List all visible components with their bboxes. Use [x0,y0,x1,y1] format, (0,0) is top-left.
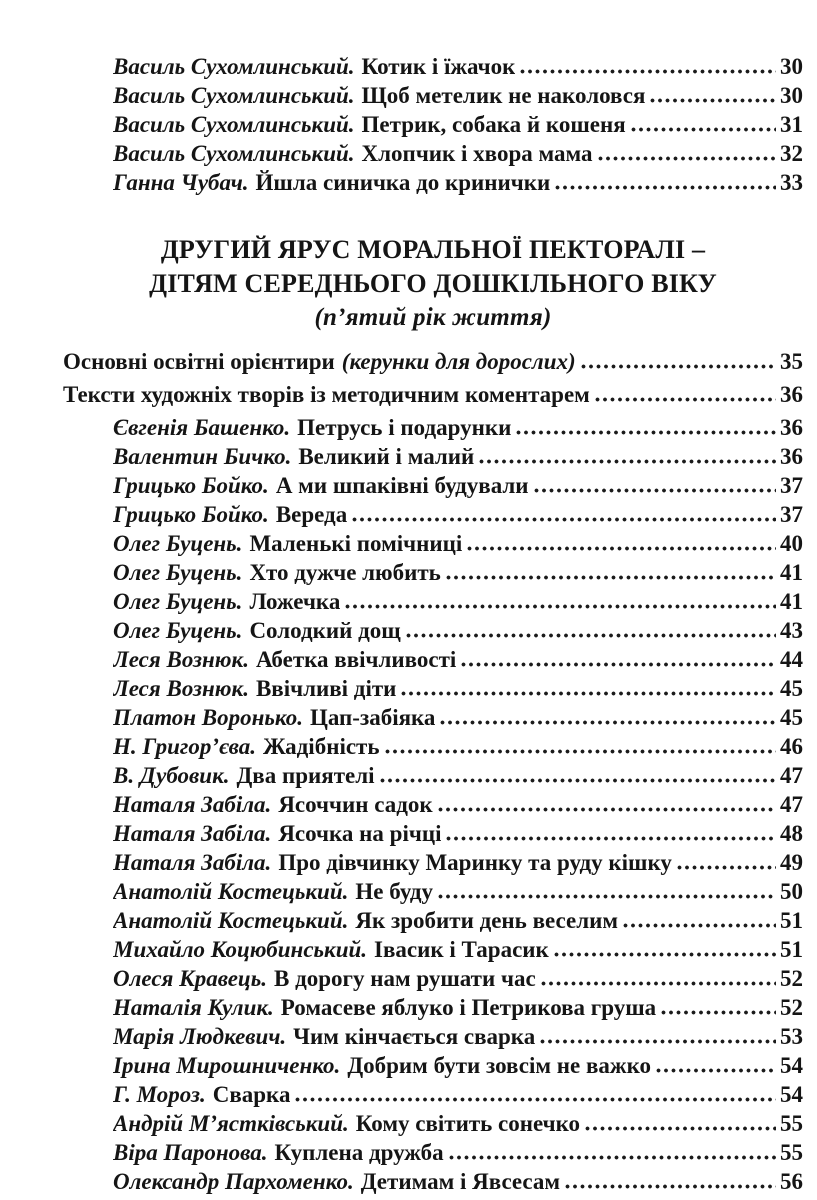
toc-entry-author: Платон Воронько. [113,705,303,730]
toc-entry-text [113,674,396,703]
toc-entry [63,558,803,587]
section-heading-line-1: ДРУГИЙ ЯРУС МОРАЛЬНОЇ ПЕКТОРАЛІ – [160,235,706,264]
toc-entry-page-number: 51 [780,937,803,962]
toc-entry-page-number: 44 [780,647,803,672]
toc-entry-title: Цап-забіяка [309,705,436,730]
toc-entry-author: Наталія Кулик. [113,995,274,1020]
toc-entry-title: Петрусь і подарунки [297,415,512,440]
toc-entry-title: Ясоччин садок [278,792,433,817]
toc-entry-text [113,848,672,877]
dot-leader [461,662,776,667]
toc-main-list [63,347,803,1196]
dot-leader [380,778,776,783]
toc-entry [63,500,803,529]
toc-entry [63,1138,803,1167]
toc-entry-text [113,790,433,819]
toc-entry-page-number: 47 [780,792,803,817]
toc-top-list [63,52,803,197]
toc-entry [63,877,803,906]
toc-entry-page-number: 48 [780,821,803,846]
toc-entry-title: В дорогу нам рушати час [273,966,536,991]
toc-entry [63,529,803,558]
toc-entry-author: Грицько Бойко. [113,473,269,498]
dot-leader [623,923,776,928]
toc-entry-page-number: 31 [780,112,803,137]
dot-leader [581,364,776,369]
toc-entry-author: Наталя Забіла. [113,821,272,846]
toc-entry-text [113,703,435,732]
dot-leader [555,185,776,190]
dot-leader [467,546,776,551]
toc-entry [63,380,803,409]
toc-entry-title: Жадібність [263,734,380,759]
toc-entry [63,110,803,139]
toc-entry-text [113,529,462,558]
toc-entry-page-number: 55 [780,1111,803,1136]
toc-entry-page-number: 41 [780,589,803,614]
toc-entry-text [113,81,645,110]
toc-entry-author: Олег Буцень. [113,589,243,614]
toc-entry-text [113,1138,444,1167]
toc-entry-text [113,877,433,906]
toc-entry-author: Василь Сухомлинський. [113,112,355,137]
toc-entry-page-number: 51 [780,908,803,933]
toc-entry-author: В. Дубовик. [113,763,230,788]
toc-entry-author: Леся Вознюк. [113,676,249,701]
toc-entry-text [113,906,618,935]
toc-entry [63,616,803,645]
toc-entry [63,645,803,674]
toc-entry [63,819,803,848]
dot-leader [534,488,776,493]
toc-entry [63,1080,803,1109]
toc-entry-title: Вереда [275,502,348,527]
toc-entry-title: Куплена дружба [274,1140,444,1165]
dot-leader [540,1039,776,1044]
toc-entry-page-number: 50 [780,879,803,904]
toc-entry-author: Ганна Чубач. [113,170,249,195]
toc-entry-page-number: 37 [780,473,803,498]
dot-leader [295,1097,776,1102]
toc-entry [63,790,803,819]
toc-entry-title: Ложечка [249,589,341,614]
dot-leader [595,397,776,402]
toc-entry-text [113,52,515,81]
dot-leader [479,459,776,464]
dot-leader [565,1184,776,1189]
toc-entry-text [113,1109,580,1138]
dot-leader [656,1068,776,1073]
toc-entry-title: Маленькі помічниці [249,531,463,556]
toc-entry-title: Чим кінчається сварка [293,1024,536,1049]
toc-entry [63,442,803,471]
toc-entry-author: Анатолій Костецький. [113,879,349,904]
toc-entry-text [113,471,529,500]
toc-entry [63,703,803,732]
toc-entry-author: Ірина Мирошниченко. [113,1053,341,1078]
toc-entry [63,81,803,110]
toc-entry-page-number: 32 [780,141,803,166]
toc-entry-page-number: 37 [780,502,803,527]
toc-entry [63,1109,803,1138]
toc-entry-page-number: 41 [780,560,803,585]
toc-entry-text [113,168,550,197]
toc-entry-author: Г. Мороз. [113,1082,206,1107]
toc-entry-title: Основні освітні орієнтири [63,349,335,374]
toc-entry-title: Ромасеве яблуко і Петрикова груша [280,995,657,1020]
toc-entry-text [113,935,549,964]
toc-entry-title: Добрим бути зовсім не важко [347,1053,652,1078]
dot-leader [446,575,776,580]
toc-entry [63,139,803,168]
toc-entry [63,935,803,964]
dot-leader [401,691,776,696]
toc-entry-text [113,413,511,442]
toc-entry-page-number: 56 [780,1169,803,1194]
toc-entry-author: Олег Буцень. [113,531,243,556]
toc-entry [63,347,803,376]
toc-entry-author: Н. Григор’єва. [113,734,256,759]
dot-leader [650,98,776,103]
toc-entry-page-number: 45 [780,676,803,701]
toc-entry-text [113,139,593,168]
toc-entry-author: Наталя Забіла. [113,850,272,875]
toc-entry-title: Тексти художніх творів із методичним коментарем [63,382,590,407]
dot-leader [585,1126,776,1131]
toc-entry [63,1022,803,1051]
toc-entry [63,761,803,790]
dot-leader [352,517,776,522]
toc-entry-text [113,1080,290,1109]
toc-entry-page-number: 54 [780,1053,803,1078]
toc-entry-page-number: 30 [780,83,803,108]
toc-entry-text [113,1022,535,1051]
dot-leader [406,633,776,638]
dot-leader [440,720,776,725]
toc-entry-page-number: 52 [780,966,803,991]
toc-entry-author: Олеся Кравець. [113,966,267,991]
toc-entry-page-number: 43 [780,618,803,643]
toc-entry-text [113,616,401,645]
toc-entry-title: Щоб метелик не наколовся [361,83,646,108]
toc-entry-page-number: 35 [780,349,803,374]
toc-entry-title: Хлопчик і хвора мама [361,141,593,166]
toc-entry-title: Хто дужче любить [249,560,441,585]
dot-leader [661,1010,776,1015]
toc-entry-author: Євгенія Башенко. [113,415,291,440]
toc-entry-page-number: 30 [780,54,803,79]
toc-entry-text [113,500,347,529]
toc-entry-author: Василь Сухомлинський. [113,54,355,79]
dot-leader [446,836,776,841]
dot-leader [520,69,776,74]
toc-entry-text [113,761,375,790]
toc-entry-author: Михайло Коцюбинський. [113,937,368,962]
toc-entry-text [113,732,380,761]
toc-entry-page-number: 36 [780,382,803,407]
dot-leader [438,894,776,899]
toc-entry [63,168,803,197]
toc-entry-text [113,993,656,1022]
toc-entry-author: Віра Паронова. [113,1140,268,1165]
toc-entry [63,674,803,703]
toc-entry [63,993,803,1022]
toc-entry-text [113,645,456,674]
toc-entry-text [113,1051,651,1080]
dot-leader [385,749,776,754]
toc-entry [63,587,803,616]
toc-entry-author: Олег Буцень. [113,618,243,643]
dot-leader [438,807,776,812]
toc-entry-title: Петрик, собака й кошеня [361,112,626,137]
toc-entry-title: Сварка [212,1082,291,1107]
toc-entry-page-number: 49 [780,850,803,875]
toc-entry-author: Василь Сухомлинський. [113,83,355,108]
toc-entry-page-number: 33 [780,170,803,195]
toc-entry-title: Ввічливі діти [255,676,397,701]
section-heading-line-3: (п’ятий рік життя) [314,304,552,331]
toc-entry [63,732,803,761]
toc-entry-text [113,558,441,587]
toc-entry-text [63,380,590,409]
toc-entry [63,906,803,935]
toc-entry [63,52,803,81]
toc-entry-title: Два приятелі [236,763,375,788]
toc-entry-text [113,964,536,993]
toc-entry [63,848,803,877]
section-heading [63,233,803,335]
toc-entry-author: Олександр Пархоменко. [113,1169,354,1194]
toc-entry-title: Не буду [355,879,434,904]
toc-entry-page-number: 53 [780,1024,803,1049]
toc-entry-author: Василь Сухомлинський. [113,141,355,166]
toc-entry-author: Олег Буцень. [113,560,243,585]
toc-entry-page-number: 55 [780,1140,803,1165]
toc-entry-author: Валентин Бичко. [113,444,292,469]
dot-leader [345,604,776,609]
toc-entry-author: Андрій М’ястківський. [113,1111,349,1136]
toc-entry-text [113,587,340,616]
toc-entry-italic-note: (керунки для дорослих) [341,349,576,374]
toc-entry-title: Солодкий дощ [249,618,401,643]
toc-entry [63,1051,803,1080]
toc-entry [63,471,803,500]
dot-leader [598,156,776,161]
toc-entry-title: Як зробити день веселим [355,908,619,933]
toc-entry-text [113,819,441,848]
toc-entry-title: Детимам і Явсесам [360,1169,561,1194]
toc-entry-author: Наталя Забіла. [113,792,272,817]
dot-leader [631,127,776,132]
toc-entry-text [63,347,576,376]
toc-entry [63,1167,803,1196]
toc-entry-text [113,1167,560,1196]
toc-entry [63,964,803,993]
toc-entry-page-number: 45 [780,705,803,730]
toc-entry-page-number: 52 [780,995,803,1020]
toc-entry-page-number: 36 [780,444,803,469]
toc-entry-page-number: 40 [780,531,803,556]
toc-entry-page-number: 47 [780,763,803,788]
toc-entry-title: Котик і їжачок [361,54,516,79]
dot-leader [449,1155,776,1160]
toc-entry-author: Грицько Бойко. [113,502,269,527]
toc-entry-page-number: 46 [780,734,803,759]
toc-entry-author: Анатолій Костецький. [113,908,349,933]
toc-entry-author: Марія Людкевич. [113,1024,287,1049]
toc-entry-page-number: 54 [780,1082,803,1107]
toc-entry-title: Йшла синичка до кринички [255,170,551,195]
dot-leader [554,952,776,957]
dot-leader [677,865,776,870]
toc-entry-text [113,110,626,139]
section-heading-line-2: ДІТЯМ СЕРЕДНЬОГО ДОШКІЛЬНОГО ВІКУ [149,269,717,298]
toc-entry-title: Великий і малий [298,444,475,469]
toc-entry-author: Леся Вознюк. [113,647,249,672]
toc-entry [63,413,803,442]
toc-entry-page-number: 36 [780,415,803,440]
toc-entry-title: Кому світить сонечко [355,1111,581,1136]
toc-entry-title: Про дівчинку Маринку та руду кішку [278,850,672,875]
toc-entry-text [113,442,474,471]
toc-entry-title: Івасик і Тарасик [374,937,549,962]
dot-leader [541,981,776,986]
toc-entry-title: Абетка ввічливості [255,647,457,672]
toc-entry-title: А ми шпаківні будували [275,473,529,498]
dot-leader [516,430,776,435]
toc-entry-title: Ясочка на річці [278,821,442,846]
